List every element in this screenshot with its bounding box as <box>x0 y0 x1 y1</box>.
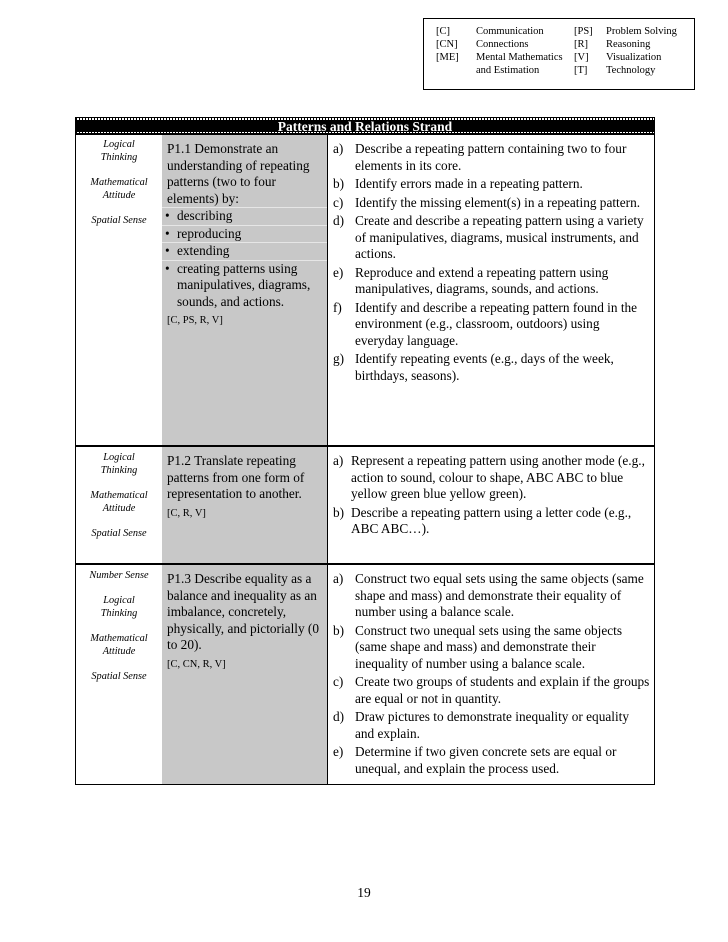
indicator-item <box>327 623 654 673</box>
indicator-text: Determine if two given concrete sets are equal or unequal, and explain the process used. <box>355 744 617 776</box>
legend-code: [R] <box>574 39 588 50</box>
indicator-text: Reproduce and extend a repeating pattern using manipulatives, diagrams, sounds, and actions. <box>355 264 609 296</box>
indicator-item <box>327 195 654 212</box>
indicator-text: Identify the missing element(s) in a repeating pattern. <box>355 194 641 210</box>
process-label: Spatial Sense <box>91 671 147 682</box>
indicator-text: Create two groups of students and explain if the groups are equal or not in quantity. <box>355 674 650 706</box>
bullet-text: reproducing <box>177 225 242 241</box>
process-column <box>76 135 163 445</box>
indicators-column <box>327 447 654 563</box>
indicator-item <box>327 709 654 742</box>
indicator-letter: b) <box>333 176 345 191</box>
process-label: Spatial Sense <box>91 528 147 539</box>
indicator-item <box>327 265 654 298</box>
indicator-letter: c) <box>333 674 344 689</box>
indicator-item <box>327 674 654 707</box>
indicator-item <box>327 453 654 503</box>
process-label: Number Sense <box>89 570 149 581</box>
process-legend <box>423 18 695 90</box>
indicator-item <box>327 141 654 174</box>
legend-row <box>436 51 677 64</box>
process-column <box>76 447 163 563</box>
indicator-letter: e) <box>333 744 344 759</box>
legend-desc: Reasoning <box>606 39 651 50</box>
indicator-text: Describe a repeating pattern using a letter code (e.g., ABC ABC…). <box>351 504 632 536</box>
indicator-text: Create and describe a repeating pattern using a variety of manipulatives, diagrams, musical instruments, and actions. <box>355 213 644 261</box>
legend-code: [T] <box>574 65 588 76</box>
indicator-letter: d) <box>333 709 345 724</box>
indicator-item <box>327 351 654 384</box>
outcome-row-p1-2 <box>75 446 655 564</box>
indicator-text: Identify repeating events (e.g., days of the week, birthdays, seasons). <box>355 351 614 383</box>
legend-row <box>436 38 677 51</box>
bullet-icon: • <box>165 225 170 241</box>
bullet-text: extending <box>177 243 230 258</box>
process-label: Mathematical Attitude <box>90 490 148 514</box>
bullet-icon: • <box>165 208 170 223</box>
indicator-text: Construct two equal sets using the same objects (same shape and mass) and demonstrate their equality of number using a balance scale. <box>355 571 644 619</box>
legend-desc: Connections <box>476 39 529 50</box>
legend-code: [PS] <box>574 26 593 37</box>
legend-row <box>436 25 677 38</box>
legend-desc: Visualization <box>606 52 662 63</box>
outcome-column <box>162 135 328 445</box>
indicator-letter: a) <box>333 453 344 468</box>
indicator-letter: g) <box>333 351 345 366</box>
indicator-letter: c) <box>333 194 344 210</box>
page-number: 19 <box>357 885 371 900</box>
process-codes: [C, CN, R, V] <box>167 658 226 670</box>
process-label: Logical Thinking <box>100 595 138 619</box>
outcome-row-p1-1 <box>75 134 655 446</box>
indicator-letter: a) <box>333 141 344 156</box>
outcome-text: P1.2 Translate repeating patterns from one form of representation to another. <box>167 453 305 501</box>
legend-code: [ME] <box>436 52 459 63</box>
legend-code <box>436 64 476 77</box>
bullet-text: creating patterns using manipulatives, diagrams, sounds, and actions. <box>177 260 311 309</box>
process-label: Mathematical Attitude <box>90 177 148 201</box>
legend-desc: Problem Solving <box>606 26 677 37</box>
indicator-item <box>327 505 654 538</box>
bullet-icon: • <box>165 243 170 258</box>
process-column <box>76 565 163 784</box>
outcome-bullet <box>162 260 327 311</box>
outcome-bullet <box>162 207 327 225</box>
outcome-bullet <box>162 242 327 260</box>
outcome-bullet <box>162 225 327 243</box>
outcome-row-p1-3 <box>75 564 655 785</box>
indicator-letter: b) <box>333 622 345 638</box>
legend-row <box>436 64 677 77</box>
process-codes: [C, PS, R, V] <box>167 315 223 326</box>
indicator-text: Describe a repeating pattern containing two to four elements in its core. <box>355 141 627 173</box>
indicators-column <box>327 135 654 445</box>
indicator-letter: d) <box>333 213 345 228</box>
legend-desc: Technology <box>606 65 656 76</box>
bullet-text: describing <box>177 208 233 223</box>
process-label: Spatial Sense <box>91 215 147 226</box>
indicator-letter: e) <box>333 264 344 280</box>
indicator-letter: f) <box>333 299 342 315</box>
process-codes: [C, R, V] <box>167 507 206 519</box>
indicator-item <box>327 571 654 621</box>
legend-code: [C] <box>436 26 450 37</box>
indicator-text: Draw pictures to demonstrate inequality or equality and explain. <box>355 709 629 741</box>
legend-code: [V] <box>574 52 589 63</box>
process-label: Mathematical Attitude <box>90 633 148 657</box>
process-label: Logical Thinking <box>100 452 138 476</box>
legend-code: [CN] <box>436 39 458 50</box>
indicator-text: Identify errors made in a repeating pattern. <box>355 176 583 191</box>
outcome-bullets <box>162 207 327 310</box>
legend-desc: Mental Mathematics <box>476 52 563 63</box>
indicator-item <box>327 213 654 263</box>
indicator-letter: b) <box>333 504 345 520</box>
indicator-item <box>327 176 654 193</box>
indicator-letter: a) <box>333 571 344 586</box>
indicator-item <box>327 744 654 777</box>
outcome-column <box>162 565 328 784</box>
legend-desc: Communication <box>476 26 544 37</box>
indicator-text: Identify and describe a repeating pattern found in the environment (e.g., classroom, outdoors) using everyday language. <box>355 299 638 348</box>
legend-table <box>436 25 677 77</box>
bullet-icon: • <box>165 260 170 276</box>
indicator-item <box>327 300 654 350</box>
indicator-text: Construct two unequal sets using the same objects (same shape and mass) and demonstrate their inequality of number using a balance scale. <box>355 622 623 671</box>
strand-table <box>75 117 655 785</box>
indicator-text: Represent a repeating pattern using another mode (e.g., action to sound, colour to shape, ABC ABC to blue yellow green blue yellow green). <box>351 453 645 501</box>
outcome-text: P1.3 Describe equality as a balance and inequality as an imbalance, concretely, physically, and pictorially (0 to 20). <box>167 571 320 652</box>
legend-desc: and Estimation <box>476 65 540 76</box>
outcome-text: P1.1 Demonstrate an understanding of repeating patterns (two to four elements) by: <box>167 141 310 206</box>
strand-title: Patterns and Relations Strand <box>277 119 453 134</box>
process-label: Logical Thinking <box>100 139 138 163</box>
indicators-column <box>327 565 654 784</box>
outcome-column <box>162 447 328 563</box>
strand-header <box>75 117 655 134</box>
